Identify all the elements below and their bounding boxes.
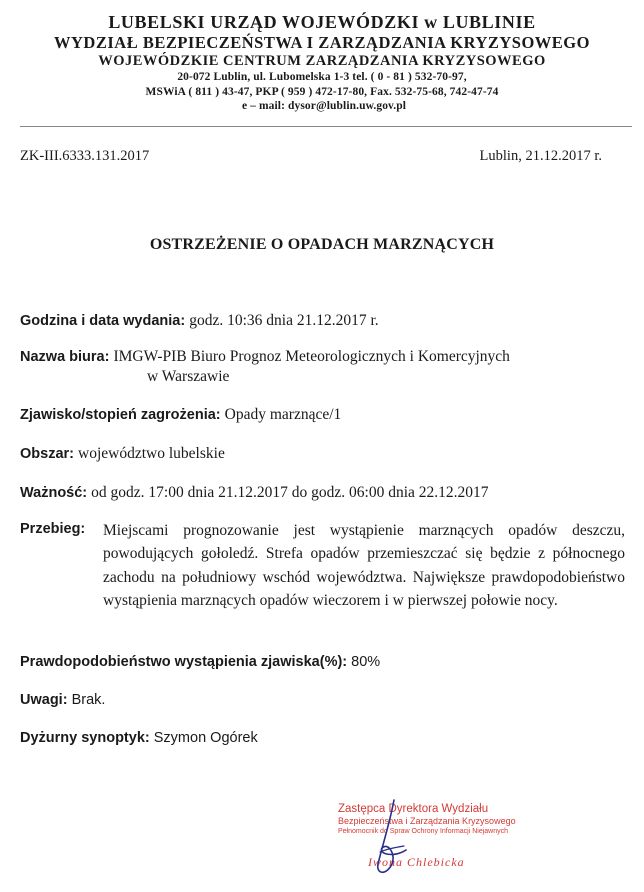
office-row [20, 347, 632, 366]
area-label: Obszar: [20, 446, 74, 462]
course-text: Miejscami prognozowanie jest wystąpienie marznących opadów deszczu, powodujących gołoledź. Strefa opadów przemieszczać się będzie z północnego zachodu na południowy wschód województwa. Największe prawdopodobieństwo wystąpienia marznących opadów wieczorem i w pierwszej połowie nocy. [103, 522, 625, 609]
issue-time-label: Godzina i data wydania: [20, 313, 186, 329]
document-title: OSTRZEŻENIE O OPADACH MARZNĄCYCH [149, 236, 495, 253]
issue-time-value: godz. 10:36 dnia 21.12.2017 r. [189, 312, 379, 329]
stamp-name: Iwona Chlebicka [368, 855, 465, 869]
course-label: Przebieg: [20, 521, 86, 537]
probability-row [20, 653, 632, 671]
letterhead [0, 12, 644, 114]
letterhead-email: e – mail: dysor@lublin.uw.gov.pl [241, 100, 407, 113]
validity-value: od godz. 17:00 dnia 21.12.2017 do godz. 06:00 dnia 22.12.2017 [91, 484, 489, 501]
synoptic-label: Dyżurny synoptyk: [20, 730, 150, 746]
issue-time-row [20, 311, 632, 330]
phenomenon-row [20, 405, 632, 424]
letterhead-centre: WOJEWÓDZKIE CENTRUM ZARZĄDZANIA KRYZYSOWEGO [98, 52, 546, 69]
office-label: Nazwa biura: [20, 349, 110, 365]
area-value: województwo lubelskie [78, 445, 225, 462]
phenomenon-label: Zjawisko/stopień zagrożenia: [20, 407, 221, 423]
synoptic-row [20, 729, 632, 747]
notes-row [20, 691, 632, 709]
office-value-continued: w Warszawie [147, 368, 230, 385]
letterhead-phones: MSWiA ( 811 ) 43-47, PKP ( 959 ) 472-17-80, Fax. 532-75-68, 742-47-74 [145, 85, 499, 98]
reference-number: ZK-III.6333.131.2017 [20, 148, 150, 164]
stamp-department: Bezpieczeństwa i Zarządzania Kryzysowego [338, 816, 516, 827]
area-row [20, 444, 632, 463]
letterhead-department: WYDZIAŁ BEZPIECZEŃSTWA I ZARZĄDZANIA KRYZYSOWEGO [54, 33, 590, 53]
place-date: Lublin, 21.12.2017 r. [479, 148, 602, 164]
synoptic-value: Szymon Ogórek [153, 730, 258, 746]
header-divider [20, 126, 632, 127]
validity-label: Ważność: [20, 485, 88, 501]
office-value: IMGW-PIB Biuro Prognoz Meteorologicznych i Komercyjnych [113, 348, 510, 365]
stamp-role: Pełnomocnik do Spraw Ochrony Informacji Niejawnych [338, 828, 509, 836]
validity-row [20, 483, 632, 502]
probability-label: Prawdopodobieństwo wystąpienia zjawiska(%): [20, 654, 348, 670]
letterhead-address: 20-072 Lublin, ul. Lubomelska 1-3 tel. ( 0 - 81 ) 532-70-97, [177, 70, 467, 83]
probability-value: 80% [351, 654, 381, 670]
letterhead-office: LUBELSKI URZĄD WOJEWÓDZKI w LUBLINIE [108, 12, 536, 32]
notes-value: Brak. [71, 692, 106, 708]
notes-label: Uwagi: [20, 692, 68, 708]
stamp-position: Zastępca Dyrektora Wydziału [338, 803, 489, 815]
handwritten-signature [364, 792, 416, 892]
phenomenon-value: Opady marznące/1 [224, 406, 342, 423]
